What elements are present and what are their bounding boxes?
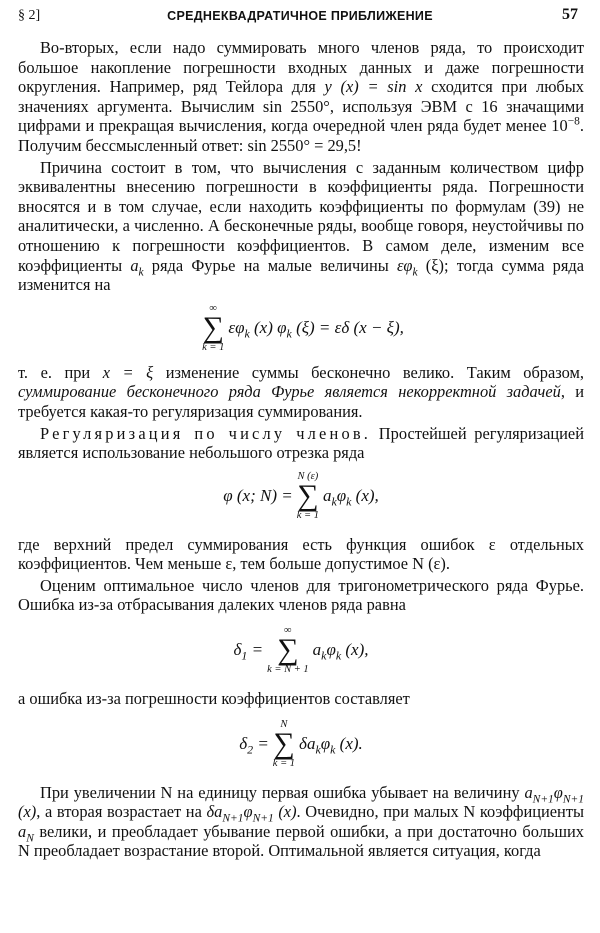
section-mark: § 2] (18, 8, 41, 23)
paragraph-3: т. е. при x = ξ изменение суммы бесконечно велико. Таким образом, суммирование бесконечного ряда Фурье является некорректной задачей, и требуется какая-то регуляризация суммирования. (18, 362, 585, 421)
equation-2: φ (x; N) = N (ε) ∑ k = 1 $a_k\varphi_k$ (x), (223, 470, 379, 521)
paragraph-1: Во-вторых, если надо суммировать много членов ряда, то происходит большое накопление погрешности входных данных и даже погрешности округления. Например, ряд Тейлора для y (x) = sin x сходится при любых значениях аргумента. Вычислим sin 2550°, используя ЭВМ с 16 значащими цифрами и прекращая вычисления, когда очередной член ряда будет менее $10^{-8}$. Получим бессмысленный ответ: sin 2550° = 29,5! (18, 38, 584, 155)
equation-4: $\delta_2$ = N ∑ k = 1 $\delta a_k\varphi_k$ (x). (239, 718, 363, 769)
paragraph-8: При увеличении N на единицу первая ошибка убывает на величину $a_{N+1}\varphi_{N+1}$ (x), а вторая возрастает на $\delta a_{N+1}\varphi_{N+1}$ (x). Очевидно, при малых N коэффициенты $a_N$ велики, и преобладает убывание первой ошибки, а при достаточно больших N преобладает возрастание второй. Оптимальной является ситуация, когда (18, 782, 584, 861)
page-body (18, 36, 584, 861)
paragraph-4: Регуляризация по числу членов. Простейшей регуляризацией является использование небольшого отрезка ряда (18, 423, 584, 463)
paragraph-2: Причина состоит в том, что вычисления с заданным количеством цифр эквивалентны внесению погрешности в коэффициенты ряда. Погрешности вносятся и в том случае, если находить коэффициенты по формулам (39) не аналитически, а численно. А бесконечные ряды, вообще говоря, неустойчивы по отношению к погрешности коэффициентов. В самом деле, изменим все коэффициенты $a_k$ ряда Фурье на малые величины $\varepsilon\varphi_k$ (ξ); тогда сумма ряда изменится на (18, 157, 585, 295)
sum-sign: N (ε) ∑ k = 1 (296, 470, 319, 521)
paragraph-7: а ошибка из-за погрешности коэффициентов составляет (18, 689, 410, 709)
paragraph-5: где верхний предел суммирования есть функция ошибок ε отдельных коэффициентов. Чем меньше ε, тем больше допустимое N (ε). (18, 534, 584, 574)
page-title: СРЕДНЕКВАДРАТИЧНОЕ ПРИБЛИЖЕНИЕ (167, 9, 433, 23)
equation-3: $\delta_1$ = ∞ ∑ k = N + 1 $a_k\varphi_k$ (x), (233, 625, 369, 676)
sum-sign: N ∑ k = 1 (272, 718, 296, 769)
sum-sign: ∞ ∑ k = 1 (202, 302, 225, 353)
paragraph-6: Оценим оптимальное число членов для тригонометрического ряда Фурье. Ошибка из-за отбрасывания далеких членов ряда равна (18, 575, 584, 615)
equation-1: ∞ ∑ k = 1 $\varepsilon\varphi_k$ (x) $\varphi_k$ (ξ) = εδ (x − ξ), (202, 302, 404, 353)
running-header (18, 6, 582, 28)
page-number: 57 (562, 6, 578, 23)
sum-sign: ∞ ∑ k = N + 1 (267, 625, 309, 676)
